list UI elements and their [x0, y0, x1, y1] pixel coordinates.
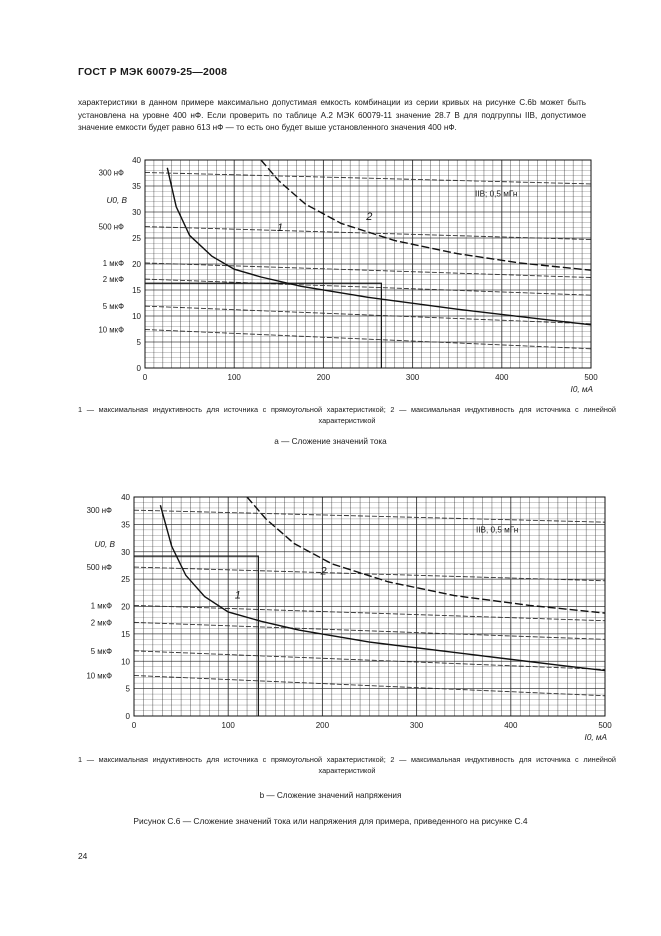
chart-a	[0, 150, 661, 394]
capacitance-label: 5 мкФ	[102, 302, 124, 312]
capacitance-label: 2 мкФ	[102, 275, 124, 285]
series-label-1: 1	[234, 589, 241, 602]
x-axis-label: I0, мА	[570, 385, 593, 394]
x-tick-label: 200	[316, 373, 331, 382]
y-tick-label: 35	[121, 520, 130, 530]
y-tick-label: 30	[132, 208, 141, 217]
y-tick-label: 0	[136, 364, 141, 373]
figure-caption: Рисунок С.6 — Сложение значений тока или напряжения для примера, приведенного на рисунке С.4	[133, 816, 528, 826]
chart-annotation: IIB; 0,5 мГн	[475, 189, 518, 199]
series-label-1: 1	[277, 222, 284, 235]
x-tick-label: 300	[409, 721, 424, 730]
y-tick-label: 15	[132, 286, 141, 295]
x-tick-label: 100	[227, 373, 241, 382]
x-tick-label: 400	[495, 373, 509, 382]
capacitance-label: 10 мкФ	[98, 325, 124, 335]
x-tick-label: 0	[131, 721, 137, 730]
capacitance-label: 500 нФ	[98, 222, 124, 232]
x-tick-label: 500	[584, 373, 598, 382]
document-header: ГОСТ Р МЭК 60079-25—2008	[78, 66, 228, 78]
y-tick-label: 20	[121, 602, 130, 612]
y-tick-label: 5	[125, 684, 130, 694]
series-label-2: 2	[320, 565, 327, 578]
capacitance-label: 1 мкФ	[90, 601, 112, 611]
y-tick-label: 10	[121, 657, 130, 667]
chart-b	[0, 487, 661, 747]
x-tick-label: 500	[598, 721, 612, 730]
legend-b: 1 — максимальная индуктивность для источника с прямоугольной характеристикой; 2 — максимальная индуктивность для источника с линейной характеристикой	[78, 755, 616, 775]
y-tick-label: 25	[132, 234, 141, 243]
subcaption-b: b — Сложение значений напряжения	[259, 791, 402, 800]
y-tick-label: 30	[121, 547, 130, 557]
series-label-2: 2	[366, 210, 373, 223]
y-tick-label: 0	[125, 712, 130, 721]
capacitance-label: 1 мкФ	[102, 258, 124, 268]
y-tick-label: 25	[121, 575, 130, 585]
capacitance-label: 500 нФ	[86, 563, 112, 573]
x-tick-label: 0	[142, 373, 148, 382]
y-axis-label: U0, В	[106, 196, 127, 205]
capacitance-label: 300 нФ	[98, 168, 124, 178]
capacitance-label: 10 мкФ	[86, 671, 112, 681]
chart-annotation: IIB, 0,5 мГн	[475, 525, 519, 535]
capacitance-label: 5 мкФ	[90, 646, 112, 656]
capacitance-label: 300 нФ	[86, 506, 112, 516]
page-number: 24	[78, 851, 88, 861]
subcaption-a: a — Сложение значений тока	[274, 437, 387, 446]
paragraph-text: характеристики в данном примере максимально допустимая емкость комбинации из серии кривых на рисунке С.6b может быть установлена на уровне 400 нФ. Если проверить по таблице А.2 МЭК 60079-11 значение 28.7 В для подгруппы IIB, допустимое значение емкости будет равно 613 нФ — то есть оно будет выше установленного значения 400 нФ.	[78, 98, 586, 133]
y-tick-label: 15	[121, 629, 130, 639]
x-axis-label: I0, мА	[584, 733, 607, 742]
y-tick-label: 5	[136, 338, 141, 347]
capacitance-label: 2 мкФ	[90, 618, 112, 628]
y-tick-label: 35	[132, 182, 141, 191]
x-tick-label: 200	[315, 721, 330, 730]
legend-a: 1 — максимальная индуктивность для источника с прямоугольной характеристикой; 2 — максимальная индуктивность для источника с линейной характеристикой	[78, 405, 616, 425]
y-axis-label: U0, В	[94, 540, 115, 549]
x-tick-label: 300	[405, 373, 420, 382]
y-tick-label: 40	[121, 493, 130, 502]
y-tick-label: 20	[132, 260, 141, 269]
x-tick-label: 400	[504, 721, 518, 730]
x-tick-label: 100	[221, 721, 235, 730]
y-tick-label: 10	[132, 312, 141, 321]
y-tick-label: 40	[132, 156, 141, 165]
body-paragraph	[78, 97, 586, 135]
